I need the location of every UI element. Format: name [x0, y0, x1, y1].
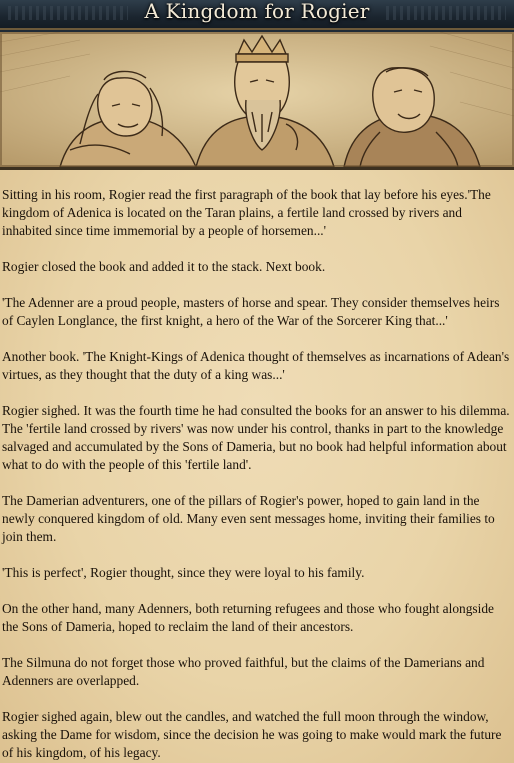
event-description — [0, 170, 514, 763]
event-paragraph: The Damerian adventurers, one of the pillars of Rogier's power, hoped to gain land in the newly conquered kingdom of old. Many even sent messages home, inviting their families to join them. — [2, 493, 495, 544]
event-paragraph: Rogier sighed. It was the fourth time he had consulted the books for an answer to his dilemma. The 'fertile land crossed by rivers' was now under his control, thanks in part to the knowledge salvaged and accumulated by the Sons of Dameria, but no book had helpful information about what to do with the people of this 'fertile land'. — [2, 403, 510, 472]
event-illustration — [0, 32, 514, 170]
event-title-bar — [0, 0, 514, 30]
event-paragraph: Rogier sighed again, blew out the candles, and watched the full moon through the window, asking the Dame for wisdom, since the decision he was going to make would mark the future of his kingdom, of his legacy. — [2, 709, 502, 760]
event-paragraph: On the other hand, many Adenners, both returning refugees and those who fought alongside the Sons of Dameria, hoped to reclaim the land of their ancestors. — [2, 601, 494, 634]
event-title: A Kingdom for Rogier — [144, 0, 370, 23]
event-paragraph: The Silmuna do not forget those who proved faithful, but the claims of the Damerians and Adenners are overlapped. — [2, 655, 485, 688]
event-paragraph: 'The Adenner are a proud people, masters of horse and spear. They consider themselves heirs of Caylen Longlance, the first knight, a hero of the War of the Sorcerer King that...' — [2, 295, 500, 328]
event-paragraph: 'This is perfect', Rogier thought, since they were loyal to his family. — [2, 565, 365, 580]
event-paragraph: Rogier closed the book and added it to the stack. Next book. — [2, 259, 326, 274]
event-paragraph: Another book. 'The Knight-Kings of Adenica thought of themselves as incarnations of Adean's virtues, as they thought that the duty of a king was...' — [2, 349, 510, 382]
event-paragraph: Sitting in his room, Rogier read the first paragraph of the book that lay before his eyes.'The kingdom of Adenica is located on the Taran plains, a fertile land crossed by rivers and inhabited since time immemorial by a people of horsemen...' — [2, 187, 491, 238]
